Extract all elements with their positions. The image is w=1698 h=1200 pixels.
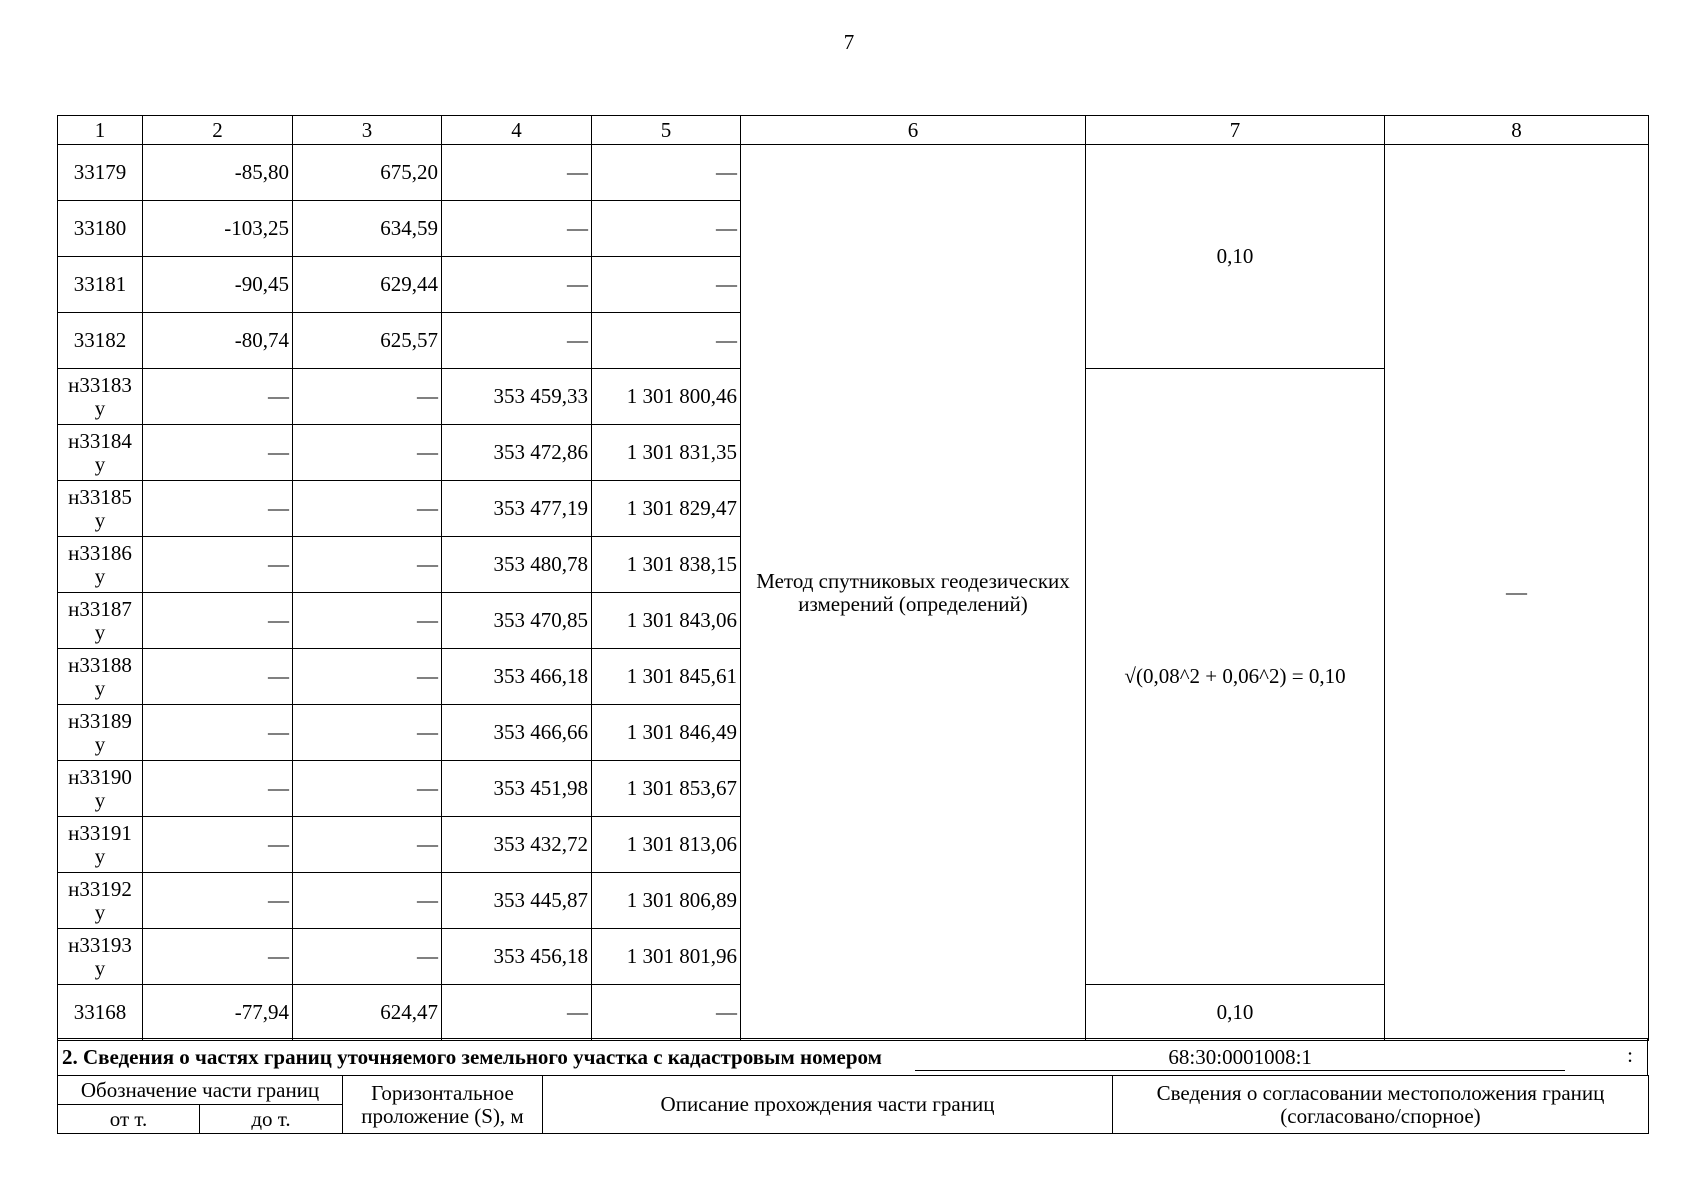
col-header-3: 3 xyxy=(293,116,442,145)
accuracy-cell: 0,10 xyxy=(1086,985,1385,1041)
point-id: н33193 у xyxy=(58,929,143,985)
point-id: н33183 у xyxy=(58,369,143,425)
coord-y-new: — xyxy=(592,145,741,201)
coord-y-new: — xyxy=(592,201,741,257)
col-header-1: 1 xyxy=(58,116,143,145)
coord-y-new: 1 301 838,15 xyxy=(592,537,741,593)
coord-x-old: — xyxy=(143,425,293,481)
coord-y-old: — xyxy=(293,537,442,593)
coord-x-new: 353 477,19 xyxy=(442,481,592,537)
coord-y-new: 1 301 800,46 xyxy=(592,369,741,425)
coord-y-old: — xyxy=(293,873,442,929)
coord-x-new: 353 472,86 xyxy=(442,425,592,481)
coord-y-new: 1 301 813,06 xyxy=(592,817,741,873)
coord-y-new: 1 301 829,47 xyxy=(592,481,741,537)
coord-x-old: -77,94 xyxy=(143,985,293,1041)
coord-x-old: — xyxy=(143,705,293,761)
coord-x-old: -90,45 xyxy=(143,257,293,313)
agreement-header: Сведения о согласовании местоположения границ (согласовано/спорное) xyxy=(1113,1076,1649,1134)
from-header: от т. xyxy=(58,1105,200,1134)
accuracy-cell: 0,10 xyxy=(1086,145,1385,369)
table-row xyxy=(58,145,1649,201)
section2-heading-table xyxy=(57,1038,1648,1076)
page-number: 7 xyxy=(843,30,855,54)
coord-y-old: — xyxy=(293,369,442,425)
point-id: н33186 у xyxy=(58,537,143,593)
point-id: 33182 xyxy=(58,313,143,369)
method-cell: Метод спутниковых геодезических измерений (определений) xyxy=(741,145,1086,1041)
coord-y-old: 675,20 xyxy=(293,145,442,201)
section2-table xyxy=(57,1075,1649,1134)
coord-x-new: 353 466,66 xyxy=(442,705,592,761)
coord-y-new: 1 301 801,96 xyxy=(592,929,741,985)
coord-y-old: — xyxy=(293,705,442,761)
coord-x-old: — xyxy=(143,537,293,593)
col-header-6: 6 xyxy=(741,116,1086,145)
coord-x-old: -80,74 xyxy=(143,313,293,369)
col-header-8: 8 xyxy=(1385,116,1649,145)
coord-y-new: — xyxy=(592,985,741,1041)
designation-header: Обозначение части границ xyxy=(58,1076,343,1105)
point-id: н33191 у xyxy=(58,817,143,873)
coord-x-old: — xyxy=(143,873,293,929)
coord-y-new: 1 301 806,89 xyxy=(592,873,741,929)
point-id: н33192 у xyxy=(58,873,143,929)
coord-y-old: 625,57 xyxy=(293,313,442,369)
coord-x-new: — xyxy=(442,313,592,369)
coord-y-old: 634,59 xyxy=(293,201,442,257)
coord-x-new: — xyxy=(442,201,592,257)
col-header-2: 2 xyxy=(143,116,293,145)
col-header-4: 4 xyxy=(442,116,592,145)
coord-y-old: 629,44 xyxy=(293,257,442,313)
point-id: н33188 у xyxy=(58,649,143,705)
point-id: 33179 xyxy=(58,145,143,201)
coord-x-new: — xyxy=(442,145,592,201)
coord-x-new: 353 456,18 xyxy=(442,929,592,985)
coord-x-old: — xyxy=(143,593,293,649)
boundary-points-table xyxy=(57,115,1649,1041)
cadastral-number: 68:30:0001008:1 xyxy=(915,1044,1565,1071)
coord-x-new: 353 451,98 xyxy=(442,761,592,817)
description-header: Описание прохождения части границ xyxy=(543,1076,1113,1134)
coord-x-new: — xyxy=(442,985,592,1041)
point-id: 33181 xyxy=(58,257,143,313)
coord-x-old: -85,80 xyxy=(143,145,293,201)
coord-y-old: 624,47 xyxy=(293,985,442,1041)
coord-y-old: — xyxy=(293,929,442,985)
point-id: 33180 xyxy=(58,201,143,257)
coord-y-old: — xyxy=(293,817,442,873)
coord-x-new: 353 445,87 xyxy=(442,873,592,929)
coord-x-old: — xyxy=(143,761,293,817)
coord-y-new: — xyxy=(592,313,741,369)
coord-x-new: 353 466,18 xyxy=(442,649,592,705)
coord-y-new: 1 301 843,06 xyxy=(592,593,741,649)
point-id: н33187 у xyxy=(58,593,143,649)
coord-x-new: 353 432,72 xyxy=(442,817,592,873)
coord-x-new: 353 470,85 xyxy=(442,593,592,649)
coord-x-new: — xyxy=(442,257,592,313)
coord-y-new: 1 301 845,61 xyxy=(592,649,741,705)
coord-y-old: — xyxy=(293,649,442,705)
coord-y-new: 1 301 831,35 xyxy=(592,425,741,481)
coord-y-new: — xyxy=(592,257,741,313)
coord-x-new: 353 459,33 xyxy=(442,369,592,425)
coord-x-old: — xyxy=(143,369,293,425)
point-id: н33185 у xyxy=(58,481,143,537)
horizontal-header: Горизонтальное проложение (S), м xyxy=(343,1076,543,1134)
col-header-7: 7 xyxy=(1086,116,1385,145)
coord-y-new: 1 301 853,67 xyxy=(592,761,741,817)
coord-y-old: — xyxy=(293,593,442,649)
coord-y-old: — xyxy=(293,425,442,481)
point-id: н33189 у xyxy=(58,705,143,761)
coord-x-old: — xyxy=(143,929,293,985)
section2-heading xyxy=(58,1039,1648,1076)
coord-x-old: — xyxy=(143,649,293,705)
accuracy-cell: √(0,08^2 + 0,06^2) = 0,10 xyxy=(1086,369,1385,985)
coord-y-old: — xyxy=(293,761,442,817)
column-number-row xyxy=(58,116,1649,145)
point-id: н33184 у xyxy=(58,425,143,481)
coord-x-old: — xyxy=(143,481,293,537)
section2-title: 2. Сведения о частях границ уточняемого земельного участка с кадастровым номером xyxy=(62,1044,882,1069)
coord-x-old: — xyxy=(143,817,293,873)
point-id: 33168 xyxy=(58,985,143,1041)
point-id: н33190 у xyxy=(58,761,143,817)
to-header: до т. xyxy=(200,1105,343,1134)
section2-colon: : xyxy=(1627,1042,1633,1067)
coord-x-old: -103,25 xyxy=(143,201,293,257)
coord-x-new: 353 480,78 xyxy=(442,537,592,593)
coord-y-new: 1 301 846,49 xyxy=(592,705,741,761)
col8-cell: — xyxy=(1385,145,1649,1041)
col-header-5: 5 xyxy=(592,116,741,145)
coord-y-old: — xyxy=(293,481,442,537)
